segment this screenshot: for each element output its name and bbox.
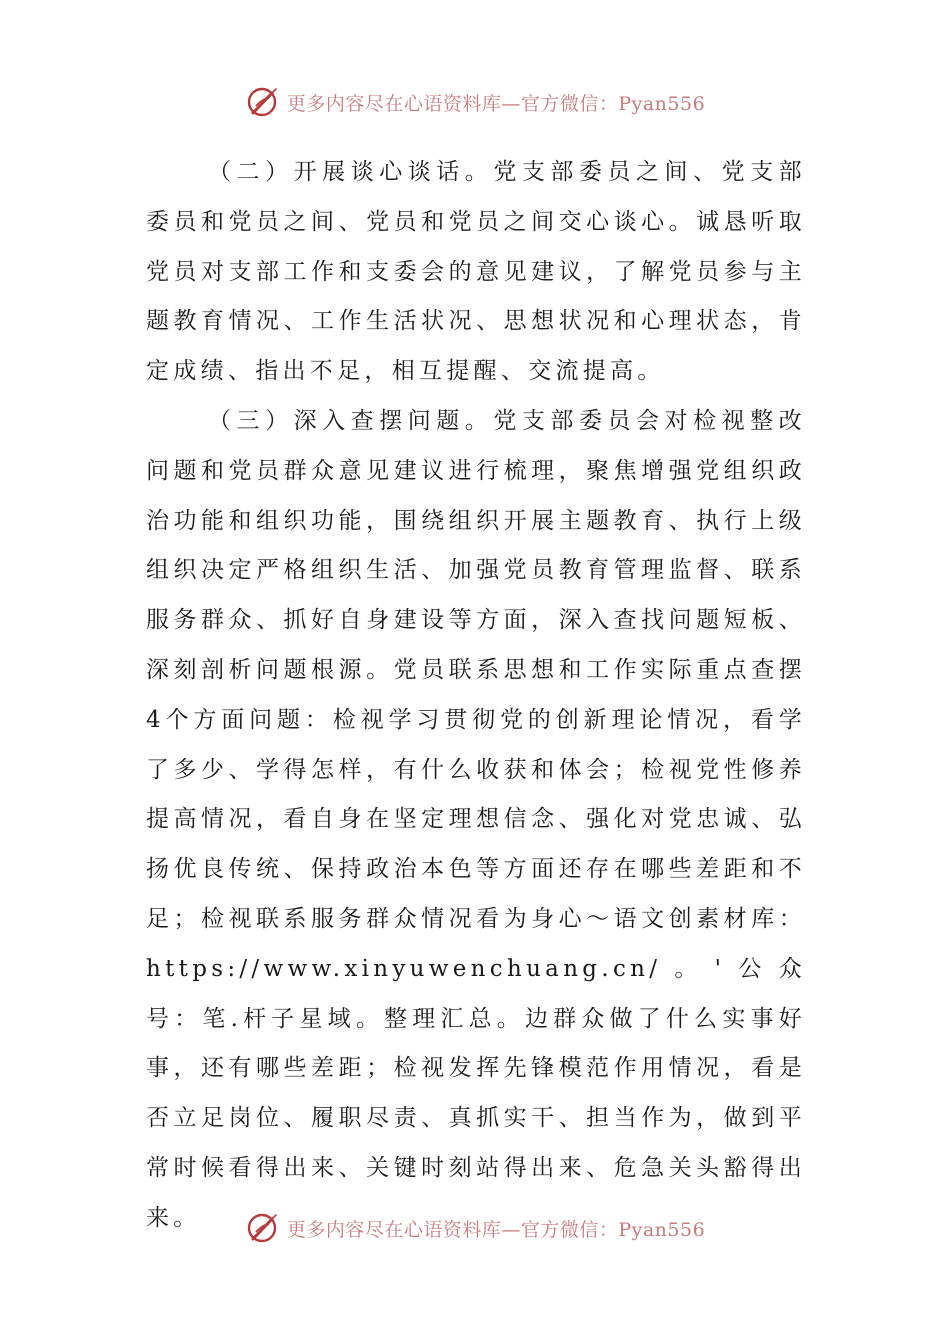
- header-watermark-banner: [0, 82, 950, 122]
- paragraph-conversation: （二）开展谈心谈话。党支部委员之间、党支部委员和党员之间、党员和党员之间交心谈心。诚恳听取党员对支部工作和支委会的意见建议，了解党员参与主题教育情况、工作生活状况、思想状况和心理状态，肯定成绩、指出不足，相互提醒、交流提高。: [146, 159, 806, 385]
- document-body: [146, 148, 806, 1244]
- footer-watermark-text: 更多内容尽在心语资料库—官方微信：Pyan556: [286, 1218, 706, 1241]
- footer-watermark-banner: [0, 1208, 950, 1248]
- paragraph-problem-review: （三）深入查摆问题。党支部委员会对检视整改问题和党员群众意见建议进行梳理，聚焦增强党组织政治功能和组织功能，围绕组织开展主题教育、执行上级组织决定严格组织生活、加强党员教育管理监督、联系服务群众、抓好自身建设等方面，深入查找问题短板、深刻剖析问题根源。党员联系思想和工作实际重点查摆4个方面问题：检视学习贯彻党的创新理论情况，看学了多少、学得怎样，有什么收获和体会；检视党性修养提高情况，看自身在坚定理想信念、强化对党忠诚、弘扬优良传统、保持政治本色等方面还存在哪些差距和不足；检视联系服务群众情况看为身心～语文创素材库：https://www.xinyuwenchuang.cn/。'公众号：笔.杆子星域。整理汇总。边群众做了什么实事好事，还有哪些差距；检视发挥先锋模范作用情况，看是否立足岗位、履职尽责、真抓实干、担当作为，做到平常时候看得出来、关键时刻站得出来、危急关头豁得出来。: [146, 407, 806, 1231]
- header-watermark-text: 更多内容尽在心语资料库—官方微信：Pyan556: [286, 92, 706, 115]
- pen-logo-icon: [245, 84, 281, 120]
- pen-logo-icon: [245, 1210, 281, 1246]
